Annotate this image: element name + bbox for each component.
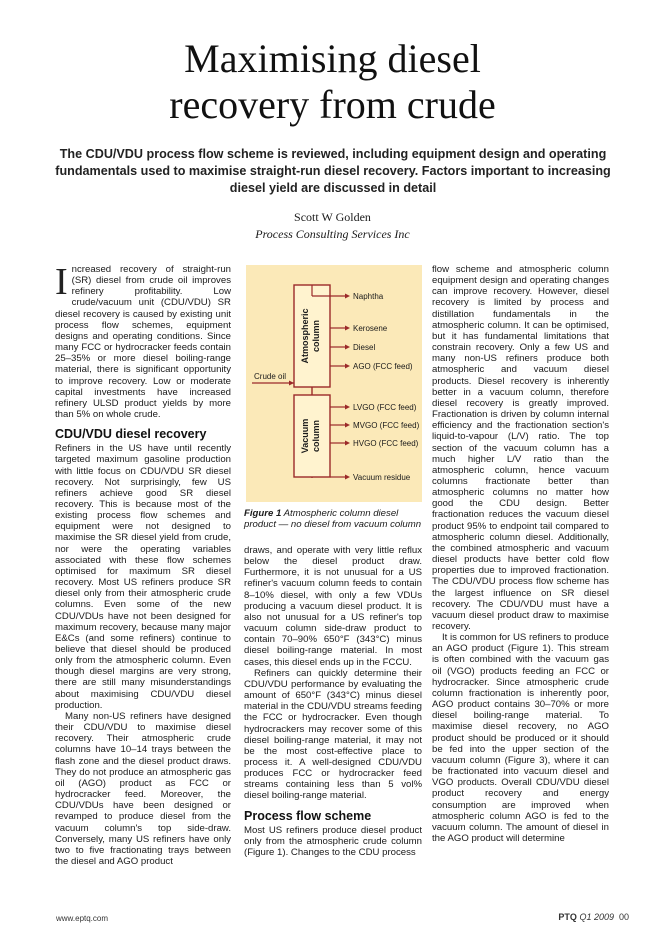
body-column-3 [432,264,609,844]
section-heading-process-flow: Process flow scheme [244,808,372,823]
product-label-naphtha: Naphtha [353,292,384,301]
body-paragraph: draws, and operate with very little reflux below the diesel product draw. Furthermore, it is not unusual for a US refiner's vacuum column feeds to contain 8–10% diesel, with only a few VDUs producing a vacuum diesel product. It is also not unusual for a US refiner's top vacuum column side-draw product to contain 70–90% 650°F (343°C) minus diesel boiling-range material. In most cases, this diesel ends up in the FCCU. [244,545,422,668]
standfirst: The CDU/VDU process flow scheme is reviewed, including equipment design and operating fundamentals used to maximise straight-run diesel recovery. Factors important to increasing diesel yield are discussed in detail [55,147,611,195]
product-label-mvgo: MVGO (FCC feed) [353,421,420,430]
product-label-diesel: Diesel [353,343,376,352]
atm-column-label-1: Atmospheric [300,308,310,364]
body-paragraph: flow scheme and atmospheric column equipment design and operating changes can improve recovery. However, diesel recovery is limited by process and distillation fundamentals in the atmospheric column. It can be optimised, but it has fundamental limitations that constrain recovery. Only a few US and many non-US refiners produce both atmospheric and vacuum diesel products. Diesel recovery is inherently better in a vacuum column, therefore diesel recovery is greatly improved. Fractionation is driven by column internal efficiency and the fractionation section's liquid-to-vapour (L/V) ratio. The top section of the vacuum column has a much higher L/V ratio than the atmospheric column, hence vacuum columns fractionate better than atmospheric columns no matter how good the CDU design. Better fractionation reduces the vacuum diesel product 95% to endpoint tail compared to atmospheric column diesel. Additionally, the combined atmospheric and vacuum diesel products have better cold flow properties due to improved fractionation. The CDU/VDU process flow scheme has the largest influence on SR diesel recovery. The CDU/VDU must have a vacuum diesel product draw to maximise recovery. [432,264,609,632]
intro-paragraph [55,261,231,421]
title-line-1: Maximising diesel [184,36,481,81]
body-paragraph: Refiners in the US have until recently targeted maximum gasoline production with little focus on CDU/VDU SR diesel recovery. Not surprisingly, few US refiners achieve good SR diesel recovery. This is because most of the existing process flow schemes and equipment were not designed to maximise the SR diesel yield from crude, nor were the operating variables associated with these flow schemes optimised for maximum SR diesel recovery. Most US refiners produce SR diesel only from their atmospheric crude columns. Even some of the new CDU/VDUs have not been designed for maximum recovery, because many major E&Cs (and some refiners) continue to believe that diesel should be produced only from the atmospheric column. Even though diesel margins are very strong, there are still many misunderstandings about maximising CDU/VDU diesel production. [55,443,231,711]
author-affiliation: Process Consulting Services Inc [255,227,410,241]
vac-column-label-2: column [311,419,321,453]
product-label-lvgo: LVGO (FCC feed) [353,403,417,412]
footer-website: www.eptq.com [56,914,109,923]
body-paragraph: Many non-US refiners have designed their CDU/VDU to maximise diesel recovery. Their atmospheric crude columns have 10–14 trays between the flash zone and the diesel product draws. They do not produce an atmospheric gas oil (AGO) product as FCC or hydrocracker feed. Moreover, the CDU/VDUs have been designed or revamped to produce diesel from the vacuum column's top side-draw. Conversely, many US refiners have only two to five fractionating trays between the diesel and AGO product [55,710,231,867]
caption-text: Atmospheric column diesel product — no diesel from vacuum column [244,508,422,530]
footer-journal-info [558,912,629,922]
body-paragraph: Refiners can quickly determine their CDU/VDU performance by evaluating the amount of 650°F (343°C) minus diesel material in the CDU/VDU streams feeding the FCC or hydrocracker. Even though hydrocrackers may recover some of this diesel boiling-range material, it may not be the most cost-effective place to process it. A well-designed CDU/VDU produces FCC or hydrocracker feed streams containing less than 5 vol% diesel boiling-range material. [244,667,422,802]
drop-cap: I [55,261,68,303]
product-label-ago: AGO (FCC feed) [353,362,413,371]
caption-label: Figure 1 [244,508,282,519]
article-title [0,36,665,128]
body-paragraph: Most US refiners produce diesel product only from the atmospheric crude column (Figure 1). Changes to the CDU process [244,824,422,858]
journal-name: PTQ [558,912,577,922]
figure-1-diagram [246,265,422,502]
author-name: Scott W Golden [294,210,371,224]
body-column-1 [55,261,231,867]
product-label-hvgo: HVGO (FCC feed) [353,439,419,448]
title-line-2: recovery from crude [169,82,496,127]
figure-1-caption [244,508,424,530]
page-number: 00 [618,912,629,922]
vac-column-label-1: Vacuum [300,418,310,454]
process-flow-diagram [246,265,422,502]
body-paragraph: It is common for US refiners to produce an AGO product (Figure 1). This stream is often combined with the vacuum gas oil (VGO) products feeding an FCC or hydrocracker. Since atmospheric crude column fractionation is inherently poor, AGO product contains 30–70% or more diesel boiling-range material. To maximise diesel recovery, no AGO product should be produced or it should be fed into the upper section of the vacuum column (Figure 3), where it can be fractionated into vacuum diesel and VGO products. Overall CDU/VDU diesel product recovery and energy consumption are improved when atmospheric column AGO is fed to the vacuum column. The amount of diesel in the AGO product will determine [432,632,609,844]
feed-label-crude-oil: Crude oil [254,372,287,381]
journal-issue: Q1 2009 [579,912,614,922]
product-label-kerosene: Kerosene [353,324,388,333]
body-column-2 [244,545,422,858]
section-heading-cdu-vdu: CDU/VDU diesel recovery [55,427,207,442]
intro-text: ncreased recovery of straight-run (SR) diesel from crude oil improves refinery profitability. Low crude/vacuum unit (CDU/VDU) SR diesel recovery is caused by existing unit process flow schemes, equipment designs and operating conditions. Since many FCC or hydrocracker feeds contain 25–35% or more diesel boiling-range material, there is significant opportunity to improve recovery. Low or moderate capital investments have increased refinery ULSD product yields by more than 5% on whole crude. [55,264,231,421]
atm-column-label-2: column [311,319,321,353]
product-label-vacuum-residue: Vacuum residue [353,473,411,482]
